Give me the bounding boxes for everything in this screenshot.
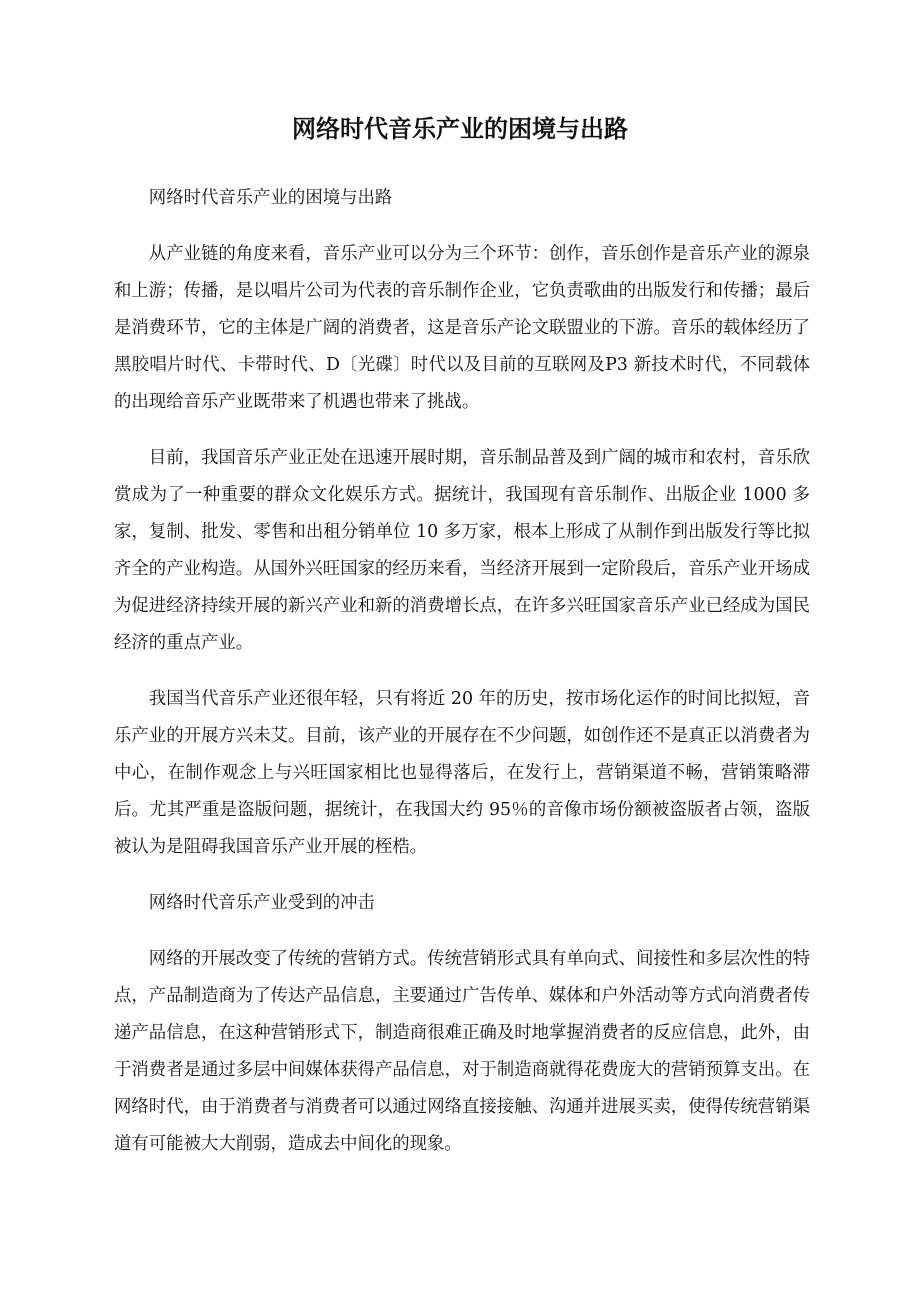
document-body bbox=[114, 180, 810, 1182]
paragraph-marketing-change: 网络的开展改变了传统的营销方式。传统营销形式具有单向式、间接性和多层次性的特点，产品制造商为了传达产品信息，主要通过广告传单、媒体和户外活动等方式向消费者传递产品信息，在这种营销形式下，制造商很难正确及时地掌握消费者的反应信息，此外，由于消费者是通过多层中间媒体获得产品信息，对于制造商就得花费庞大的营销预算支出。在网络时代，由于消费者与消费者可以通过网络直接接触、沟通并进展买卖，使得传统营销渠道有可能被大大削弱，造成去中间化的现象。 bbox=[114, 949, 810, 1154]
document-subtitle: 网络时代音乐产业的困境与出路 bbox=[148, 188, 393, 208]
section-heading-impact: 网络时代音乐产业受到的冲击 bbox=[148, 893, 375, 913]
paragraph-current-development: 目前，我国音乐产业正处在迅速开展时期，音乐制品普及到广阔的城市和农村，音乐欣赏成为了一种重要的群众文化娱乐方式。据统计，我国现有音乐制作、出版企业 1000 多家，复制、批发、零售和出租分销单位 10 多万家，根本上形成了从制作到出版发行等比拟齐全的产业构造。从国外兴旺国家的经历来看，当经济开展到一定阶段后，音乐产业开场成为促进经济持续开展的新兴产业和新的消费增长点，在许多兴旺国家音乐产业已经成为国民经济的重点产业。 bbox=[114, 448, 810, 653]
paragraph-problems-piracy: 我国当代音乐产业还很年轻，只有将近 20 年的历史，按市场化运作的时间比拟短，音乐产业的开展方兴未艾。目前，该产业的开展存在不少问题，如创作还不是真正以消费者为中心，在制作观念上与兴旺国家相比也显得落后，在发行上，营销渠道不畅，营销策略滞后。尤其严重是盗版问题，据统计，在我国大约 95％的音像市场份额被盗版者占领，盗版被认为是阻碍我国音乐产业开展的桎梏。 bbox=[114, 689, 810, 857]
document-title: 网络时代音乐产业的困境与出路 bbox=[292, 114, 628, 143]
paragraph-industry-chain: 从产业链的角度来看，音乐产业可以分为三个环节：创作，音乐创作是音乐产业的源泉和上游；传播，是以唱片公司为代表的音乐制作企业，它负责歌曲的出版发行和传播；最后是消费环节，它的主体是广阔的消费者，这是音乐产论文联盟业的下游。音乐的载体经历了黑胶唱片时代、卡带时代、D〔光碟〕时代以及目前的互联网及P3 新技术时代，不同载体的出现给音乐产业既带来了机遇也带来了挑战。 bbox=[114, 244, 810, 412]
